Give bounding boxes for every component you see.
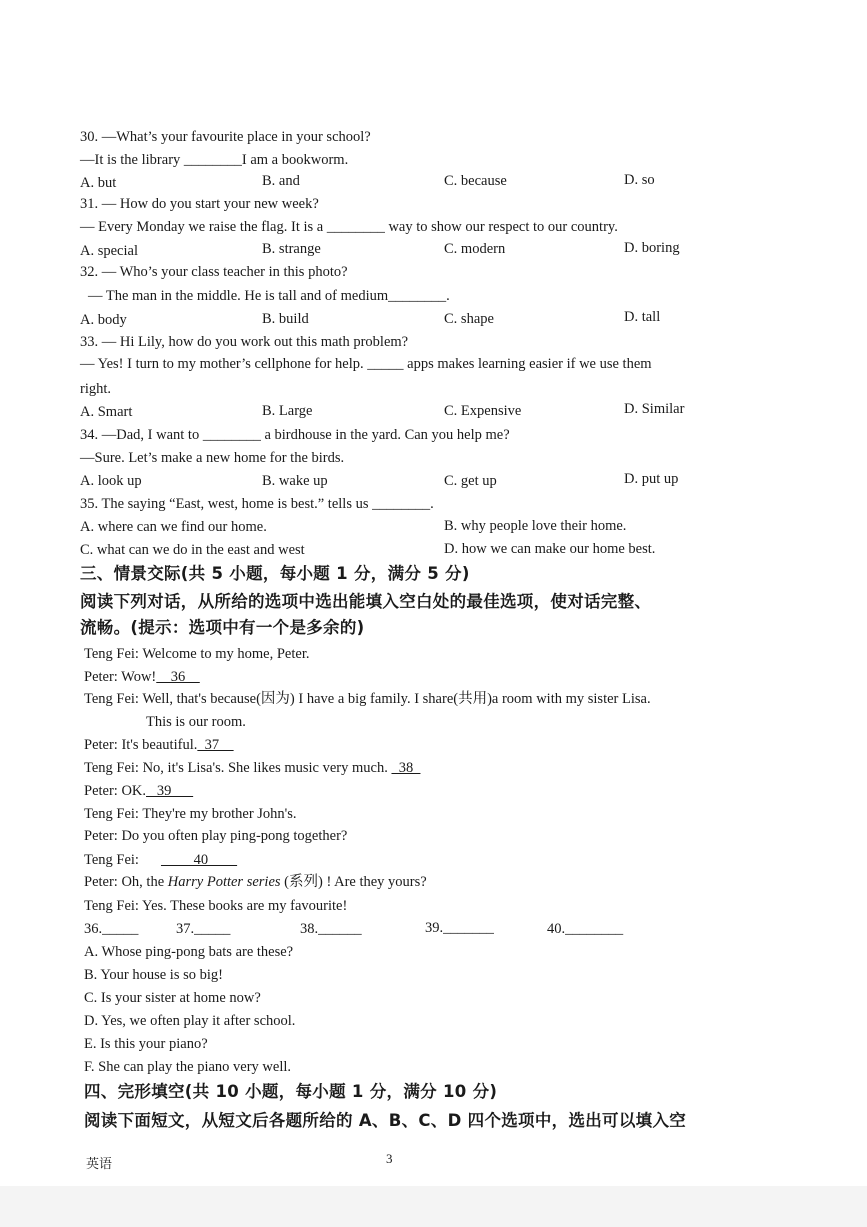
choice-b: B. Your house is so big!: [84, 967, 223, 983]
dialogue-line-8: Teng Fei: They're my brother John's.: [84, 806, 297, 822]
q30-line2: —It is the library ________I am a bookworm.: [80, 152, 349, 168]
answer-blank-38: 38.______: [300, 921, 362, 937]
dialogue-line-2: [84, 668, 200, 686]
q34-option-b: B. wake up: [262, 473, 328, 489]
dialogue-line-2-text: Peter: Wow!: [84, 669, 157, 685]
answer-blank-36: 36._____: [84, 921, 139, 937]
q31-option-a: A. special: [80, 243, 138, 259]
choice-a: A. Whose ping-pong bats are these?: [84, 944, 294, 960]
q32-option-a: A. body: [80, 312, 127, 328]
footer-subject: 英语: [86, 1157, 113, 1172]
page-bottom-margin: [0, 1186, 867, 1227]
q33-line2: — Yes! I turn to my mother’s cellphone for help. _____ apps makes learning easier if we use them: [80, 356, 652, 372]
dialogue-line-10: [84, 851, 237, 869]
dialogue-line-11: [84, 873, 427, 891]
answer-blank-37: 37._____: [176, 921, 231, 937]
blank-40: 40: [160, 852, 238, 868]
choice-e: E. Is this your piano?: [84, 1036, 208, 1052]
section4-heading: 四、完形填空(共 10 小题，每小题 1 分，满分 10 分): [84, 1082, 498, 1101]
answer-blank-39: 39._______: [425, 920, 494, 936]
q31-option-b: B. strange: [262, 241, 321, 257]
blank-36: 36: [156, 669, 200, 685]
dialogue-line-11-text: Peter: Oh, the: [84, 874, 168, 890]
blank-39: 39: [146, 783, 194, 799]
dialogue-line-6: [84, 759, 420, 777]
q31-line2: — Every Monday we raise the flag. It is a ________ way to show our respect to our country.: [80, 219, 618, 235]
q32-option-b: B. build: [262, 311, 309, 327]
dialogue-line-6-text: Teng Fei: No, it's Lisa's. She likes music very much.: [84, 760, 392, 776]
q31-stem: 31. — How do you start your new week?: [80, 196, 319, 212]
q34-option-d: D. put up: [624, 471, 679, 487]
choice-d: D. Yes, we often play it after school.: [84, 1013, 296, 1029]
q30-option-b: B. and: [262, 173, 300, 189]
q30-option-a: A. but: [80, 175, 117, 191]
dialogue-line-9: Peter: Do you often play ping-pong together?: [84, 828, 348, 844]
section3-instruction-1: 阅读下列对话，从所给的选项中选出能填入空白处的最佳选项，使对话完整、: [80, 592, 652, 611]
blank-37: 37: [197, 737, 234, 753]
blank-38: 38: [391, 760, 421, 776]
q32-stem: 32. — Who’s your class teacher in this photo?: [80, 264, 348, 280]
choice-f: F. She can play the piano very well.: [84, 1059, 292, 1075]
dialogue-line-4: This is our room.: [146, 714, 246, 730]
q34-stem: 34. —Dad, I want to ________ a birdhouse in the yard. Can you help me?: [80, 427, 510, 443]
q34-line2: —Sure. Let’s make a new home for the birds.: [80, 450, 345, 466]
q32-option-d: D. tall: [624, 309, 661, 325]
section3-heading: 三、情景交际(共 5 小题，每小题 1 分，满分 5 分): [80, 564, 470, 583]
q35-option-c: C. what can we do in the east and west: [80, 542, 305, 558]
q31-option-c: C. modern: [444, 241, 506, 257]
q34-option-a: A. look up: [80, 473, 142, 489]
dialogue-line-11-end: (系列) ! Are they yours?: [280, 874, 427, 890]
dialogue-line-5: [84, 736, 234, 754]
book-title: Harry Potter series: [167, 874, 281, 890]
q33-option-b: B. Large: [262, 403, 313, 419]
answer-blank-40: 40.________: [547, 921, 624, 937]
dialogue-line-7: [84, 782, 193, 800]
dialogue-line-7-text: Peter: OK.: [84, 783, 147, 799]
dialogue-line-10-text: Teng Fei:: [84, 852, 139, 868]
q35-option-d: D. how we can make our home best.: [444, 541, 656, 557]
choice-c: C. Is your sister at home now?: [84, 990, 261, 1006]
q33-line3: right.: [80, 381, 112, 397]
q33-option-c: C. Expensive: [444, 403, 522, 419]
dialogue-line-12: Teng Fei: Yes. These books are my favourite!: [84, 898, 348, 914]
dialogue-line-5-text: Peter: It's beautiful.: [84, 737, 198, 753]
q31-option-d: D. boring: [624, 240, 680, 256]
q30-stem: 30. —What’s your favourite place in your school?: [80, 129, 371, 145]
q35-option-b: B. why people love their home.: [444, 518, 627, 534]
dialogue-line-3: Teng Fei: Well, that's because(因为) I have a big family. I share(共用)a room with my sister Lisa.: [84, 691, 651, 707]
section4-instruction-1: 阅读下面短文，从短文后各题所给的 A、B、C、D 四个选项中，选出可以填入空: [84, 1111, 687, 1130]
q35-option-a: A. where can we find our home.: [80, 519, 267, 535]
footer-page-number: 3: [386, 1151, 393, 1166]
q33-stem: 33. — Hi Lily, how do you work out this math problem?: [80, 334, 409, 350]
q35-stem: 35. The saying “East, west, home is best.” tells us ________.: [80, 496, 434, 512]
q30-option-d: D. so: [624, 172, 655, 188]
q34-option-c: C. get up: [444, 473, 497, 489]
q32-option-c: C. shape: [444, 311, 494, 327]
q32-line2: — The man in the middle. He is tall and of medium________.: [88, 288, 450, 304]
q33-option-d: D. Similar: [624, 401, 685, 417]
q30-option-c: C. because: [444, 173, 507, 189]
q33-option-a: A. Smart: [80, 404, 133, 420]
section3-instruction-2: 流畅。(提示：选项中有一个是多余的): [80, 618, 365, 637]
dialogue-line-1: Teng Fei: Welcome to my home, Peter.: [84, 646, 310, 662]
